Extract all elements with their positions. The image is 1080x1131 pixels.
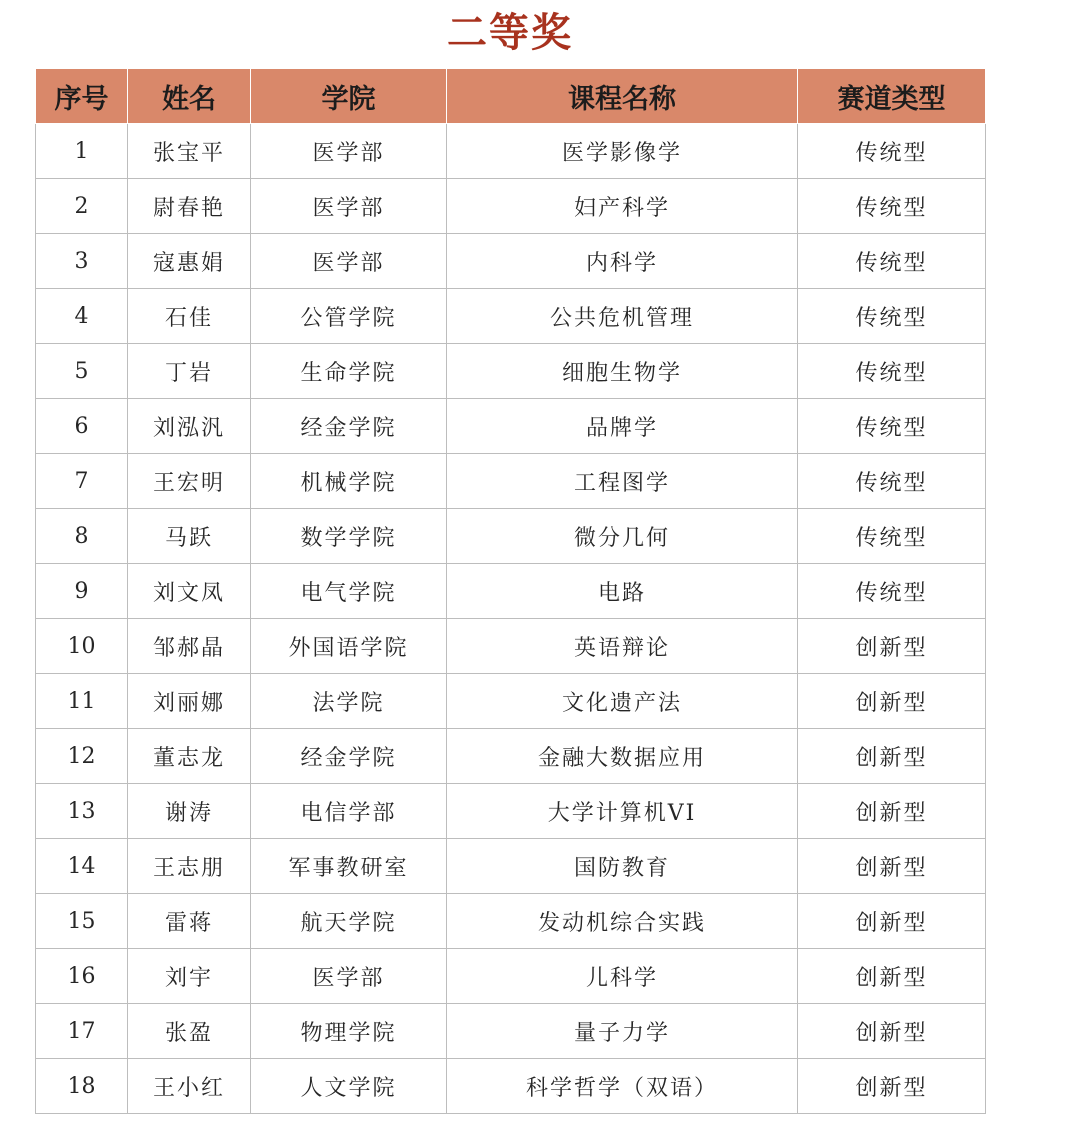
cell-course: 电路	[447, 564, 798, 619]
cell-college: 医学部	[251, 949, 447, 1004]
cell-track: 创新型	[798, 949, 986, 1004]
cell-name: 张宝平	[128, 124, 251, 179]
cell-index: 12	[36, 729, 128, 784]
cell-track: 创新型	[798, 839, 986, 894]
table-row	[36, 784, 986, 839]
cell-college: 医学部	[251, 179, 447, 234]
cell-index: 15	[36, 894, 128, 949]
cell-index: 1	[36, 124, 128, 179]
cell-track: 传统型	[798, 564, 986, 619]
cell-index: 8	[36, 509, 128, 564]
cell-name: 董志龙	[128, 729, 251, 784]
column-header-track: 赛道类型	[798, 69, 986, 124]
cell-name: 王小红	[128, 1059, 251, 1114]
cell-name: 丁岩	[128, 344, 251, 399]
cell-course: 金融大数据应用	[447, 729, 798, 784]
cell-course: 发动机综合实践	[447, 894, 798, 949]
cell-index: 17	[36, 1004, 128, 1059]
cell-course: 文化遗产法	[447, 674, 798, 729]
cell-track: 创新型	[798, 784, 986, 839]
table-row	[36, 949, 986, 1004]
cell-index: 13	[36, 784, 128, 839]
cell-college: 法学院	[251, 674, 447, 729]
table-row	[36, 894, 986, 949]
cell-college: 医学部	[251, 124, 447, 179]
page-title: 二等奖	[447, 10, 573, 56]
cell-course: 科学哲学（双语）	[447, 1059, 798, 1114]
cell-index: 14	[36, 839, 128, 894]
cell-track: 传统型	[798, 399, 986, 454]
cell-course: 英语辩论	[447, 619, 798, 674]
cell-index: 6	[36, 399, 128, 454]
table-row	[36, 1004, 986, 1059]
cell-track: 传统型	[798, 124, 986, 179]
table-row	[36, 454, 986, 509]
table-row	[36, 179, 986, 234]
cell-name: 刘泓汎	[128, 399, 251, 454]
cell-course: 医学影像学	[447, 124, 798, 179]
cell-index: 2	[36, 179, 128, 234]
cell-course: 内科学	[447, 234, 798, 289]
cell-name: 刘丽娜	[128, 674, 251, 729]
table-row	[36, 344, 986, 399]
table-body	[36, 124, 986, 1114]
cell-track: 传统型	[798, 289, 986, 344]
table-row	[36, 289, 986, 344]
cell-track: 创新型	[798, 1059, 986, 1114]
cell-track: 传统型	[798, 179, 986, 234]
cell-name: 张盈	[128, 1004, 251, 1059]
cell-course: 妇产科学	[447, 179, 798, 234]
cell-track: 传统型	[798, 344, 986, 399]
cell-index: 4	[36, 289, 128, 344]
cell-name: 马跃	[128, 509, 251, 564]
cell-name: 雷蒋	[128, 894, 251, 949]
cell-course: 大学计算机VI	[447, 784, 798, 839]
table-row	[36, 509, 986, 564]
cell-track: 创新型	[798, 729, 986, 784]
cell-college: 物理学院	[251, 1004, 447, 1059]
cell-college: 电气学院	[251, 564, 447, 619]
table-header-row	[36, 69, 986, 124]
column-header-college: 学院	[251, 69, 447, 124]
cell-name: 王志朋	[128, 839, 251, 894]
cell-track: 传统型	[798, 234, 986, 289]
cell-name: 寇惠娟	[128, 234, 251, 289]
column-header-name: 姓名	[128, 69, 251, 124]
cell-course: 公共危机管理	[447, 289, 798, 344]
cell-name: 王宏明	[128, 454, 251, 509]
cell-course: 品牌学	[447, 399, 798, 454]
cell-college: 医学部	[251, 234, 447, 289]
cell-college: 军事教研室	[251, 839, 447, 894]
cell-index: 18	[36, 1059, 128, 1114]
table-row	[36, 124, 986, 179]
cell-index: 3	[36, 234, 128, 289]
table-row	[36, 234, 986, 289]
table-row	[36, 564, 986, 619]
column-header-course: 课程名称	[447, 69, 798, 124]
cell-course: 国防教育	[447, 839, 798, 894]
cell-track: 传统型	[798, 509, 986, 564]
table-row	[36, 619, 986, 674]
cell-course: 细胞生物学	[447, 344, 798, 399]
cell-index: 7	[36, 454, 128, 509]
cell-college: 生命学院	[251, 344, 447, 399]
cell-track: 传统型	[798, 454, 986, 509]
cell-track: 创新型	[798, 619, 986, 674]
cell-name: 邹郝晶	[128, 619, 251, 674]
cell-college: 经金学院	[251, 399, 447, 454]
cell-index: 9	[36, 564, 128, 619]
awards-table	[35, 68, 986, 1114]
cell-name: 谢涛	[128, 784, 251, 839]
cell-college: 数学学院	[251, 509, 447, 564]
cell-name: 刘宇	[128, 949, 251, 1004]
cell-course: 微分几何	[447, 509, 798, 564]
table-row	[36, 839, 986, 894]
cell-course: 工程图学	[447, 454, 798, 509]
cell-track: 创新型	[798, 1004, 986, 1059]
table-row	[36, 674, 986, 729]
table-row	[36, 1059, 986, 1114]
table-row	[36, 399, 986, 454]
cell-college: 航天学院	[251, 894, 447, 949]
table-row	[36, 729, 986, 784]
cell-college: 电信学部	[251, 784, 447, 839]
cell-index: 5	[36, 344, 128, 399]
cell-name: 刘文凤	[128, 564, 251, 619]
cell-college: 经金学院	[251, 729, 447, 784]
cell-college: 公管学院	[251, 289, 447, 344]
cell-index: 16	[36, 949, 128, 1004]
cell-name: 石佳	[128, 289, 251, 344]
cell-course: 儿科学	[447, 949, 798, 1004]
cell-college: 人文学院	[251, 1059, 447, 1114]
cell-track: 创新型	[798, 894, 986, 949]
cell-course: 量子力学	[447, 1004, 798, 1059]
column-header-index: 序号	[36, 69, 128, 124]
cell-index: 10	[36, 619, 128, 674]
cell-name: 尉春艳	[128, 179, 251, 234]
cell-track: 创新型	[798, 674, 986, 729]
cell-college: 外国语学院	[251, 619, 447, 674]
cell-index: 11	[36, 674, 128, 729]
cell-college: 机械学院	[251, 454, 447, 509]
